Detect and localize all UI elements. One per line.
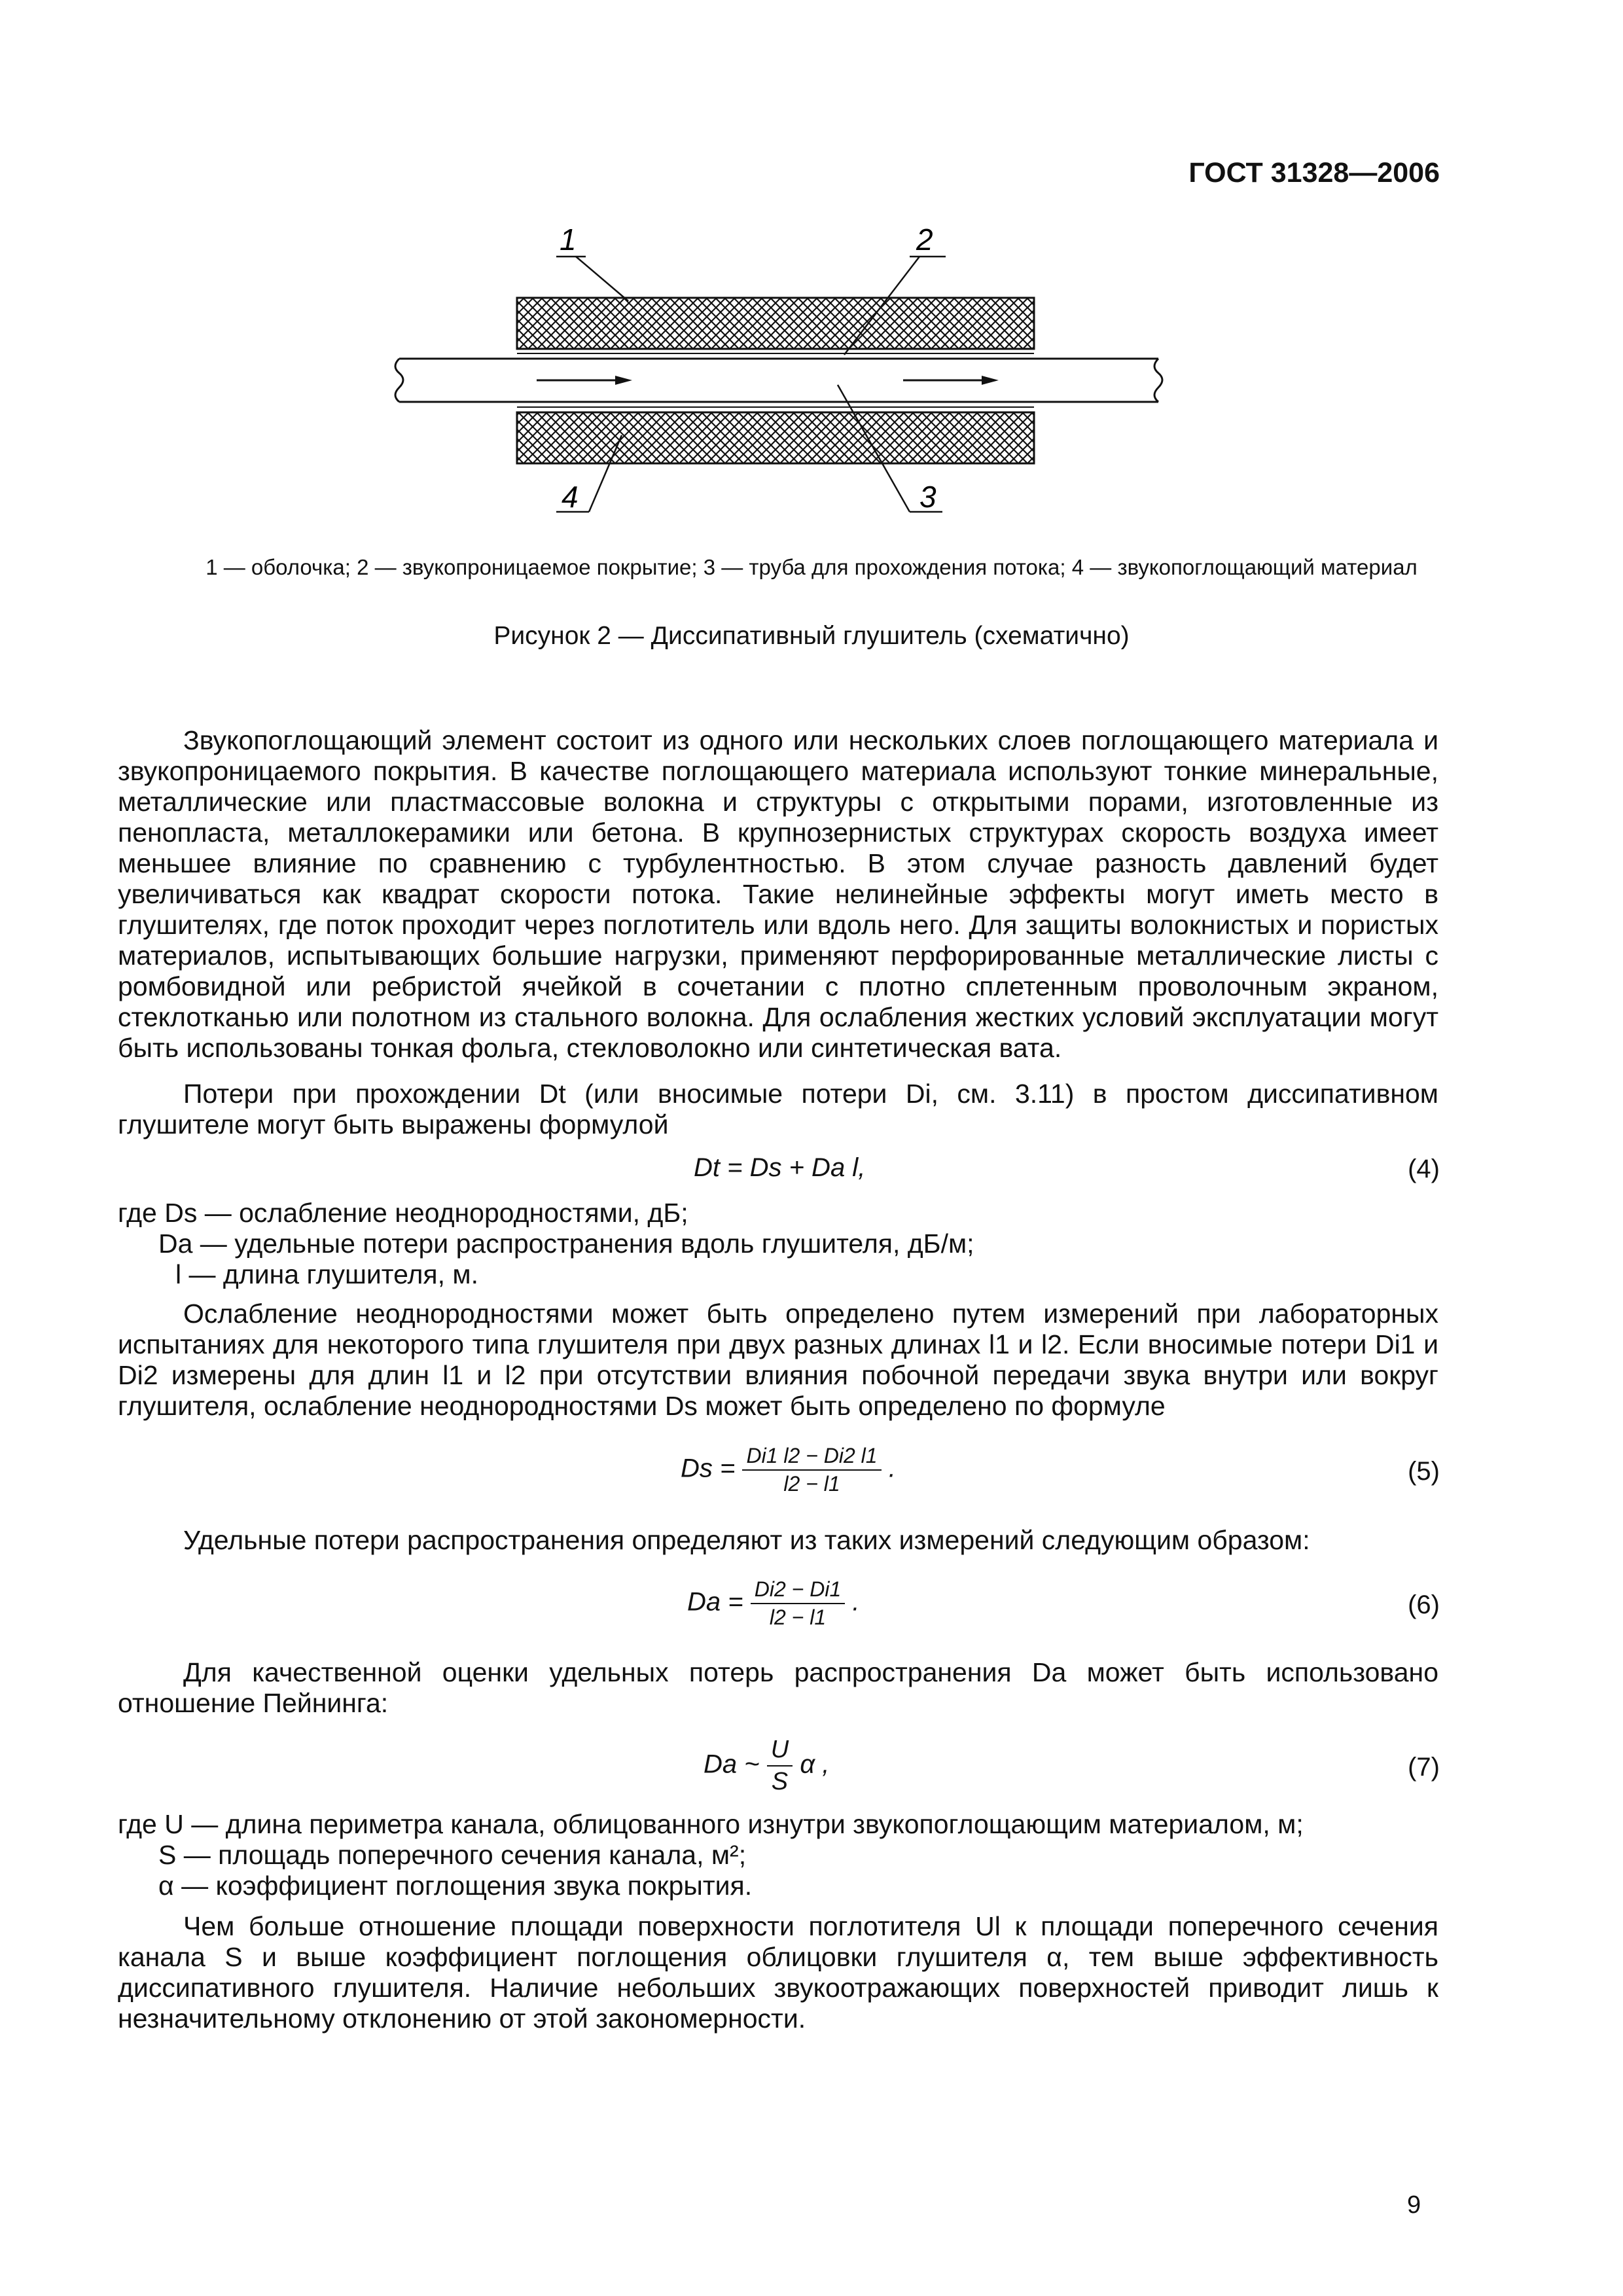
paragraph-transmission-loss: Потери при прохождении Dt (или вносимые потери Di, см. 3.11) в простом диссипативном глушителе могут быть выражены формулой [118, 1079, 1438, 1139]
equation-5-lhs: Ds = [681, 1454, 736, 1483]
equation-7-denominator: S [771, 1768, 789, 1795]
equation-6-fraction [751, 1577, 846, 1630]
equation-7-lhs: Da ~ [704, 1749, 760, 1779]
where-item: где Ds — ослабление неоднородностями, дБ; [118, 1198, 688, 1228]
paragraph-specific-losses: Удельные потери распространения определяют из таких измерений следующим образом: [183, 1525, 1310, 1555]
figure-caption: Рисунок 2 — Диссипативный глушитель (схематично) [493, 622, 1130, 650]
equation-7-tail: α , [800, 1749, 830, 1779]
paragraph-paining-ratio: Для качественной оценки удельных потерь распространения Da может быть использовано отношение Пейнинга: [118, 1657, 1438, 1718]
paragraph-efficiency-conclusion: Чем больше отношение площади поверхности поглотителя Ul к площади поперечного сечения канала S и выше коэффициент поглощения облицовки глушителя α, тем выше эффективность диссипативного глушителя. Наличие небольших звукоотражающих поверхностей приводит лишь к незначительному отклонению от этой закономерности. [118, 1911, 1438, 2034]
equation-5-denominator: l2 − l1 [783, 1472, 840, 1496]
callout-3: 3 [919, 480, 936, 514]
equation-7 [704, 1736, 829, 1796]
equation-5: Ds = $\frac{Di1 l2 - Di2 l1}{l2 - l1}$ . [681, 1444, 896, 1496]
callout-1: 1 [560, 223, 577, 257]
callout-2: 2 [916, 223, 933, 257]
silencer-diagram [386, 216, 1171, 530]
paragraph-absorbing-element: Звукопоглощающий элемент состоит из одного или нескольких слоев поглощающего материала и звукопроницаемого покрытия. В качестве поглощающего материала используют тонкие минеральные, металлические или пластмассовые волокна и структуры с открытыми порами, изготовленные из пенопласта, металлокерамики или бетона. В крупнозернистых структурах скорость воздуха имеет меньшее влияние по сравнению с турбулентностью. В этом случае разность давлений будет увеличиваться как квадрат скорости потока. Такие нелинейные эффекты могут иметь место в глушителях, где поток проходит через поглотитель или вдоль него. Для защиты волокнистых и пористых материалов, испытывающих большие нагрузки, применяют перфорированные металлические листы с ромбовидной или ребристой ячейкой в сочетании с плотно сплетенным проволочным экраном, стеклотканью или полотном из стального волокна. Для ослабления жестких условий эксплуатации могут быть использованы тонкая фольга, стекловолокно или синтетическая вата. [118, 725, 1438, 1063]
equation-5-number: (5) [1408, 1457, 1440, 1486]
shell-bottom [517, 412, 1034, 463]
equation-6-denominator: l2 − l1 [769, 1605, 827, 1629]
equation-7-number: (7) [1408, 1753, 1440, 1782]
where-item: l — длина глушителя, м. [175, 1259, 478, 1289]
equation-5-fraction [742, 1444, 881, 1496]
equation-5-numerator: Di1 l2 − Di2 l1 [742, 1444, 881, 1471]
document-standard-number: ГОСТ 31328—2006 [1188, 157, 1440, 188]
where-item: α — коэффициент поглощения звука покрытия. [158, 1871, 753, 1901]
equation-6-number: (6) [1408, 1590, 1440, 1619]
equation-6-numerator: Di2 − Di1 [751, 1577, 846, 1604]
paragraph-inhomogeneity-attenuation: Ослабление неоднородностями может быть определено путем измерений при лабораторных испытаниях для некоторого типа глушителя при двух разных длинах l1 и l2. Если вносимые потери Di1 и Di2 измерены для длин l1 и l2 при отсутствии влияния побочной передачи звука внутри или вокруг глушителя, ослабление неоднородностями Ds может быть определено по формуле [118, 1299, 1438, 1421]
where-item: S — площадь поперечного сечения канала, м²; [158, 1840, 747, 1870]
equation-4-number: (4) [1408, 1155, 1440, 1183]
where-item: где U — длина периметра канала, облицованного изнутри звукопоглощающим материалом, м; [118, 1809, 1304, 1839]
equation-7-fraction [767, 1736, 793, 1796]
equation-4: Dt = Ds + Da l, [694, 1153, 866, 1182]
equation-6-lhs: Da = [687, 1587, 743, 1617]
callout-4: 4 [562, 480, 579, 514]
where-item: Da — удельные потери распространения вдоль глушителя, дБ/м; [158, 1229, 974, 1259]
page-number: 9 [1407, 2191, 1421, 2219]
equation-6: Da = $\frac{Di2 - Di1}{l2 - l1}$ . [687, 1577, 860, 1629]
equation-7-numerator: U [767, 1736, 793, 1767]
shell-top [517, 298, 1034, 349]
figure-legend: 1 — оболочка; 2 — звукопроницаемое покрытие; 3 — труба для прохождения потока; 4 — звукопоглощающий материал [205, 555, 1418, 579]
